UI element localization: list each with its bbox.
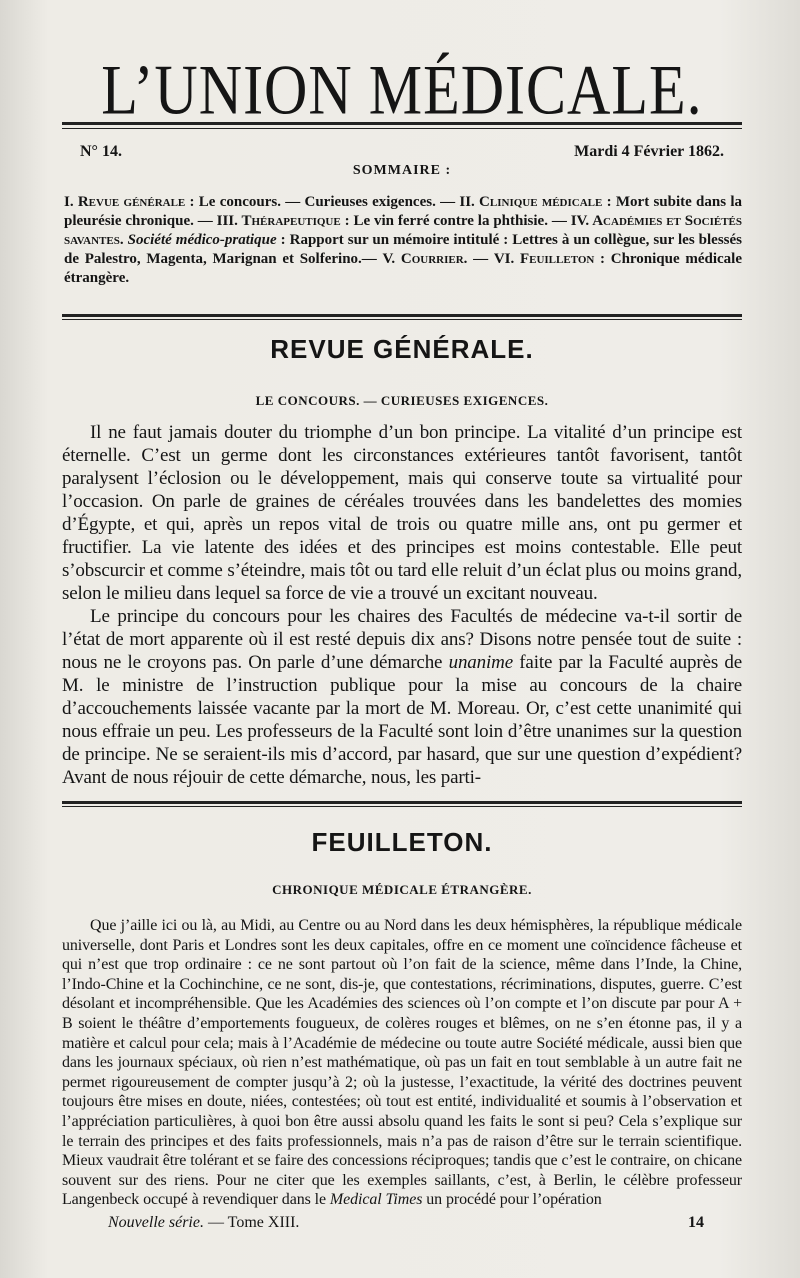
footer-series: Nouvelle série. <box>108 1213 204 1231</box>
masthead-title: L’UNION MÉDICALE. <box>101 50 703 129</box>
feuilleton-body <box>62 916 742 1210</box>
sommaire-label: V. Courrier. <box>382 251 468 267</box>
revue-paragraph-2 <box>62 605 742 789</box>
feuilleton-italic: Medical Times <box>329 1191 423 1209</box>
sommaire-text: Chronique médicale étrangère. <box>64 251 743 286</box>
feuilleton-divider <box>62 801 742 807</box>
feuilleton-text: un procédé pour l’opération <box>422 1191 602 1209</box>
sommaire-italic: Société médico-pratique <box>127 232 277 248</box>
sommaire-title: SOMMAIRE : <box>352 163 452 178</box>
sommaire-label: III. Thérapeutique : <box>216 213 350 229</box>
sommaire-text: : Rapport sur un mémoire intitulé : Lettres à un collègue, sur les blessés de Palestro, Magenta, Marignan et Solferino.— <box>64 232 743 267</box>
sommaire-label: II. Clinique médicale : <box>459 194 612 210</box>
sommaire-label: VI. Feuilleton : <box>493 251 606 267</box>
sommaire-contents <box>62 193 742 288</box>
feuilleton-subhead: CHRONIQUE MÉDICALE ÉTRANGÈRE. <box>272 882 532 897</box>
revue-text: Le principe du concours pour les chaires des Facultés de médecine va-t-il sortir de l’état de mort apparente où il est resté depuis dix ans? Disons notre pensée tout de suite : nous ne le croyons pas. On parle d’une démarche <box>62 606 742 673</box>
sommaire-text: — <box>467 251 494 267</box>
revue-paragraph: Il ne faut jamais douter du triomphe d’un bon principe. La vitalité d’un principe est éternelle. C’est un germe dont les circonstances extérieures tantôt favorisent, tantôt paralysent l’éclosion ou le développement, mais qui conserve toute sa virtualité pour l’occasion. On parle de graines de céréales trouvées dans les bandelettes des momies d’Égypte, et qui, après un repos vital de trois ou quatre mille ans, ont pu germer et fructifier. La vie latente des idées et des principes est moins contestable. Elle peut s’obscurcir et comme s’éteindre, mais tôt ou tard elle reluit d’un éclat plus ou moins grand, selon le milieu dans lequel sa force de vie a trouvé un excitant nouveau. <box>62 422 742 604</box>
feuilleton-section-title: FEUILLETON. <box>311 827 493 857</box>
feuilleton-text: Que j’aille ici ou là, au Midi, au Centre ou au Nord dans les deux hémisphères, la république médicale universelle, dont Paris et Londres sont les deux capitales, offre en ce moment une coïncidence fâcheuse et qui n’est que trop ordinaire : ce ne sont partout où l’on fait de la science, même dans l’Inde, la Chine, l’Indo-Chine et la Cochinchine, ce ne sont, dis-je, que contestations, récriminations, disputes, guerre. C’est désolant et incompréhensible. Que les Académies des sciences où l’on compte et l’on discute par pour A + B soient le théâtre d’emportements fougueux, de colères rouges et blêmes, on ne s’en étonne pas, il y a matière et calcul pour cela; mais à l’Académie de médecine ou toute autre Société médicale, aussi bien que dans les journaux spéciaux, où rien n’est mathématique, où pas un fait en tout semblable à un autre fait ne permet rigoureusement de compter jusqu’à 2; où la justesse, l’exactitude, la vérité des doctrines peuvent toujours être mises en doute, niées, contestées; où tout est entité, individualité et soumis à l’observation et l’appréciation particulières, à quoi bon être aussi absolu quand les faits le sont si peu? Cela s’explique sur le terrain des principes et des faits professionnels, mais n’a pas de raison d’être sur le terrain scientifique. Mieux vaudrait être tolérant et se faire des concessions réciproques; tandis que c’est le contraire, on chicane souvent sur des riens. Pour ne citer que les exemples saillants, c’est, à Berlin, le célèbre professeur Langenbeck occupé à revendiquer dans le <box>62 917 742 1209</box>
issue-line <box>62 143 742 161</box>
issue-date: Mardi 4 Février 1862. <box>574 143 724 160</box>
sommaire-label: I. Revue générale : <box>64 194 195 210</box>
sommaire-label: IV. Académies et Sociétés savantes. <box>64 213 743 248</box>
section-divider <box>62 314 742 320</box>
revue-italic: unanime <box>448 652 513 673</box>
revue-subhead: LE CONCOURS. — CURIEUSES EXIGENCES. <box>255 393 549 408</box>
sommaire-text: Mort subite dans la pleurésie chronique. — <box>64 194 743 229</box>
revue-section-title: REVUE GÉNÉRALE. <box>270 334 534 364</box>
footer-tome: — Tome XIII. <box>203 1213 300 1231</box>
issue-number: N° 14. <box>80 143 122 160</box>
page-number: 14 <box>688 1213 704 1231</box>
feuilleton-paragraph <box>62 916 742 1210</box>
page-footer <box>62 1214 742 1232</box>
revue-body <box>62 421 742 789</box>
revue-text: faite par la Faculté auprès de M. le ministre de l’instruction publique pour la mise au concours de la chaire d’accouchements laissée vacante par la mort de M. Moreau. Or, c’est cette unanimité qui nous effraie un peu. Les professeurs de la Faculté sont loin d’être unanimes sur la question de principe. Ne se seraient-ils mis d’accord, par hasard, que sur une question d’expédient? Avant de nous réjouir de cette démarche, nous, les parti- <box>62 652 742 788</box>
sommaire-text: Le vin ferré contre la phthisie. — <box>349 213 571 229</box>
sommaire-text: Le concours. — Curieuses exigences. — <box>194 194 460 210</box>
